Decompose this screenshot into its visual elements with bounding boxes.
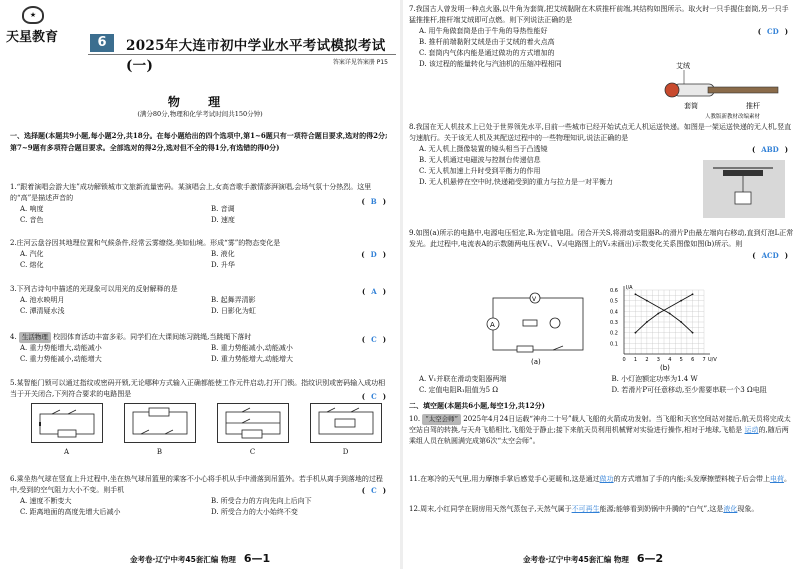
figure-credit: 人教版新教材改编素材 <box>705 114 761 120</box>
footer-left: 金考卷·辽宁中考45套汇编 物理 6—1 <box>130 552 271 565</box>
data-point <box>657 313 659 315</box>
option-a: A. 汽化 <box>20 250 44 258</box>
option-b: B. 小灯泡额定功率为1.4 W <box>611 375 698 383</box>
circuit-diagram <box>310 403 382 443</box>
data-point <box>646 300 648 302</box>
x-tick-label: 1 <box>633 357 638 363</box>
svg-text:A: A <box>490 321 495 329</box>
option-b: B. 音调 <box>211 205 235 213</box>
x-tick-label: 6 <box>691 357 695 363</box>
option-a: A. 无人机上摄像装置的镜头相当于凸透镜 <box>419 145 548 153</box>
answer-blank: 不可再生 <box>571 505 600 513</box>
options <box>10 496 392 518</box>
option-c: C. 重力势能减小,动能增大 <box>20 355 102 363</box>
option-c: C. 音色 <box>20 216 44 224</box>
x-tick-label: 2 <box>645 357 649 363</box>
data-point <box>680 321 682 323</box>
options <box>10 295 392 317</box>
topic-tag: 生活物理 <box>19 332 51 343</box>
answer-choice: ( D ) <box>361 249 386 260</box>
question-9-options <box>409 374 794 396</box>
circuit-c <box>217 403 289 458</box>
option-c: C. 无人机加速上升时受到平衡力的作用 <box>419 167 541 175</box>
exam-title: 2025年大连市初中学业水平考试模拟考试(一) <box>126 38 386 74</box>
option-a: A. 速度不断变大 <box>20 497 72 505</box>
option-b: B. 液化 <box>211 250 235 258</box>
right-page <box>403 0 800 569</box>
label-sleeve: 套筒 <box>684 102 698 110</box>
data-point <box>635 332 637 334</box>
topic-tag: “太空会师” <box>422 414 461 425</box>
answer-choice: ( C ) <box>362 334 386 345</box>
x-tick-label: 7 <box>702 357 706 363</box>
answer-reference: 答案详见答案册 P15 <box>332 59 388 66</box>
data-point <box>646 321 648 323</box>
options <box>409 374 794 396</box>
option-d: D. 若滑片P可任意移动,至少需要串联一个3 Ω电阻 <box>611 386 767 394</box>
page-number: 6—2 <box>636 552 664 565</box>
question-11: 11.在寒冷的天气里,用力摩擦手掌后感觉手心更暖和,这是通过做功的方式增加了手的内能;头发摩擦塑料梳子后会带上电荷。 <box>409 475 791 483</box>
circuit-options <box>10 403 392 458</box>
options <box>10 204 392 226</box>
answer-choice: ( A ) <box>362 286 386 297</box>
answer-choice: ( B ) <box>361 196 386 207</box>
title-rule <box>88 54 396 55</box>
option-b: B. 所受合力的方向先向上后向下 <box>211 497 312 505</box>
y-tick-label: 0.3 <box>610 320 618 326</box>
option-b: B. 推杆前端黏附艾绒是由于艾绒的着火点高 <box>419 38 555 46</box>
circuit-label: D <box>342 448 349 456</box>
x-axis-label: U/V <box>708 357 717 363</box>
data-point <box>635 293 637 295</box>
circuit-diagram <box>124 403 196 443</box>
question-5 <box>10 378 392 461</box>
option-d: D. 升华 <box>211 261 235 269</box>
section2-title: 二、填空题(本题共6小题,每空1分,共12分) <box>409 401 545 410</box>
question-stem: 9.如图(a)所示的电路中,电源电压恒定,R₁为定值电阻。闭合开关S,将滑动变阻器R₂的滑片P由最左端向右移动,直到灯泡L正常发光。此过程中,电流表A的示数随两电压表V₁、V₂(电路图上的V₂未画出)示数变化关系图像如图(b)所示。则 <box>409 229 794 248</box>
question-1 <box>10 182 392 226</box>
option-d: D. 重力势能增大,动能增大 <box>211 355 294 363</box>
subject-title: 物 理 <box>167 95 233 109</box>
data-point <box>680 300 682 302</box>
figure-a-label: (a) <box>531 358 541 366</box>
label-rod: 推杆 <box>746 102 760 110</box>
question-9 <box>409 228 794 260</box>
footer-right: 金考卷·辽宁中考45套汇编 物理 6—2 <box>523 552 664 565</box>
question-stem: 2.庄河云盘谷因其地理位置和气候条件,经常云雾缭绕,美如仙境。形成“雾”的物态变化是 <box>10 239 281 247</box>
circuit-a <box>31 403 103 458</box>
answer-blank: 做功 <box>599 475 614 483</box>
option-a: A. V₁并联在滑动变阻器两端 <box>419 375 507 383</box>
star-icon: ★ <box>22 6 44 24</box>
y-tick-label: 0.4 <box>610 309 618 316</box>
y-tick-label: 0.2 <box>610 330 618 337</box>
option-a: A. 用牛角做套筒是由于牛角的导热性能好 <box>419 27 548 35</box>
page-number: 6—1 <box>243 552 271 565</box>
circuit-d <box>310 403 382 458</box>
option-a: A. 重力势能增大,动能减小 <box>20 344 102 352</box>
circuit-label: C <box>249 448 256 456</box>
option-d: D. 无人机悬停在空中时,快递箱受到的重力与拉力是一对平衡力 <box>419 178 614 186</box>
option-c: C. 距离地面的高度先增大后减小 <box>20 508 121 516</box>
option-a: A. 响度 <box>20 205 44 213</box>
circuit-diagram <box>217 403 289 443</box>
question-stem: 4. 生活物理 校园体育活动丰富多彩。同学们在大课间练习跳绳,当跳绳下落时 <box>10 333 252 341</box>
exam-note: (满分80分,物理和化学考试时间共150分钟) <box>137 110 263 118</box>
x-tick-label: 3 <box>656 357 660 363</box>
question-stem: 7.我国古人曾发明一种点火器,以牛角为套筒,把艾绒黏附在木质推杆前端,其结构如图所示。取火时一只手握住套筒,另一只手猛推推杆,推杆端艾绒即可点燃。则下列说法正确的是 <box>409 5 789 24</box>
question-3 <box>10 284 392 317</box>
drone-photo <box>703 160 785 218</box>
answer-choice: ( ACD ) <box>752 250 788 261</box>
answer-choice: ( C ) <box>362 391 386 402</box>
option-d: D. 该过程的能量转化与汽油机的压缩冲程相同 <box>419 60 562 68</box>
label-tinder: 艾绒 <box>676 62 690 70</box>
data-point <box>692 293 694 295</box>
circuit-diagram <box>31 403 103 443</box>
question-6 <box>10 474 392 518</box>
x-tick-label: 0 <box>622 357 626 363</box>
y-tick-label: 0.6 <box>610 288 618 294</box>
answer-blank: 液化 <box>723 505 738 513</box>
data-point <box>692 332 694 334</box>
options <box>10 343 392 365</box>
question-4 <box>10 332 392 365</box>
answer-choice: ( CD ) <box>758 26 788 37</box>
option-b: B. 重力势能减小,动能减小 <box>211 344 293 352</box>
option-c: C. 定值电阻R₁阻值为5 Ω <box>419 386 499 394</box>
figure-b-label: (b) <box>660 364 670 372</box>
circuit-figure-a <box>483 290 593 366</box>
option-d: D. 速度 <box>211 216 235 224</box>
y-tick-label: 0.5 <box>610 298 618 305</box>
question-stem: 1.“跟着演唱会游大连”成功解锁城市文旅新流量密码。某演唱会上,女高音歌手激情澎湃演唱,会场气氛十分热烈。这里的“高”是描述声音的 <box>10 183 372 202</box>
option-c: C. 潭清疑水浅 <box>20 307 65 315</box>
circuit-label: B <box>156 448 163 456</box>
answer-choice: ( ABD ) <box>752 144 788 155</box>
options <box>409 144 709 188</box>
option-a: A. 池水映明月 <box>20 296 65 304</box>
question-stem: 8.我国在无人机技术上已处于世界领先水平,目前一些城市已经开始试点无人机运送快递。如图是一架运送快递的无人机,竖直匀速航行。关于该无人机及其配送过程中的一些物理知识,说法正确的是 <box>409 123 792 142</box>
y-tick-label: 0.1 <box>610 341 618 348</box>
question-stem: 3.下列古诗句中描述的光现象可以用光的反射解释的是 <box>10 285 178 293</box>
brand-logo <box>6 6 62 46</box>
question-stem: 6.乘坐热气球在竖直上升过程中,坐在热气球吊篮里的乘客不小心将手机从手中滑落到吊篮外。若手机从离手到落地的过程中,受到的空气阻力大小不变。则手机 <box>10 475 383 494</box>
circuit-b <box>124 403 196 458</box>
answer-blank: 运动 <box>744 426 759 434</box>
section1-title: 一、选择题(本题共9小题,每小题2分,共18分。在每小题给出的四个选项中,第1~6题只有一项符合题目要求,选对的得2分;第7~9题有多项符合题目要求。全部选对的得2分,选对但不全的得1分,有选错的得0分) <box>10 131 388 152</box>
option-c: C. 熔化 <box>20 261 44 269</box>
options <box>10 249 392 271</box>
option-d: D. 日影化为虹 <box>211 307 256 315</box>
question-stem: 5.某智能门锁可以通过指纹或密码开锁,无论哪种方式输入正确都能使工作元件启动,打开门锁。指纹识别或密码输入成功相当于开关闭合,下列符合要求的电路图是 <box>10 379 386 398</box>
question-2 <box>10 238 392 271</box>
option-b: B. 无人机通过电磁波与控制台传递信息 <box>419 156 541 164</box>
option-c: C. 套筒内气体内能是通过做功的方式增加的 <box>419 49 555 57</box>
fire-piston-figure <box>656 60 791 115</box>
data-point <box>669 313 671 315</box>
option-b: B. 起舞弄清影 <box>211 296 256 304</box>
iv-chart <box>608 282 718 372</box>
question-10: 10. “太空会师” 2025年4月24日运载“神舟二十号”载人飞船的火箭成功发射。当飞船和天宫空间站对接后,航天员将完成太空站自驾的转换,与天舟飞船相比,飞船处于静止;接下来航天员利用机械臂对实验进行操作,相对于地球,飞船是 运动的,随后两乘组人员在轨圆满完成第6次“太空会师”。 <box>409 415 791 445</box>
y-axis-label: I/A <box>626 285 633 291</box>
options <box>409 26 659 70</box>
circuit-label: A <box>63 448 70 456</box>
answer-choice: ( C ) <box>362 485 386 496</box>
answer-blank: 电荷 <box>769 475 784 483</box>
option-d: D. 所受合力的大小始终不变 <box>211 508 298 516</box>
x-tick-label: 5 <box>679 357 683 363</box>
paper-number-badge: 6 <box>90 34 114 52</box>
svg-text:V: V <box>532 296 537 303</box>
question-12: 12.周末,小红同学在厨房用天然气蒸包子,天然气属于不可再生能源;能够看到奶锅中升腾的“白气”,这是液化现象。 <box>409 505 759 513</box>
brand-name: 天星教育 <box>6 30 59 45</box>
x-tick-label: 4 <box>668 357 672 363</box>
